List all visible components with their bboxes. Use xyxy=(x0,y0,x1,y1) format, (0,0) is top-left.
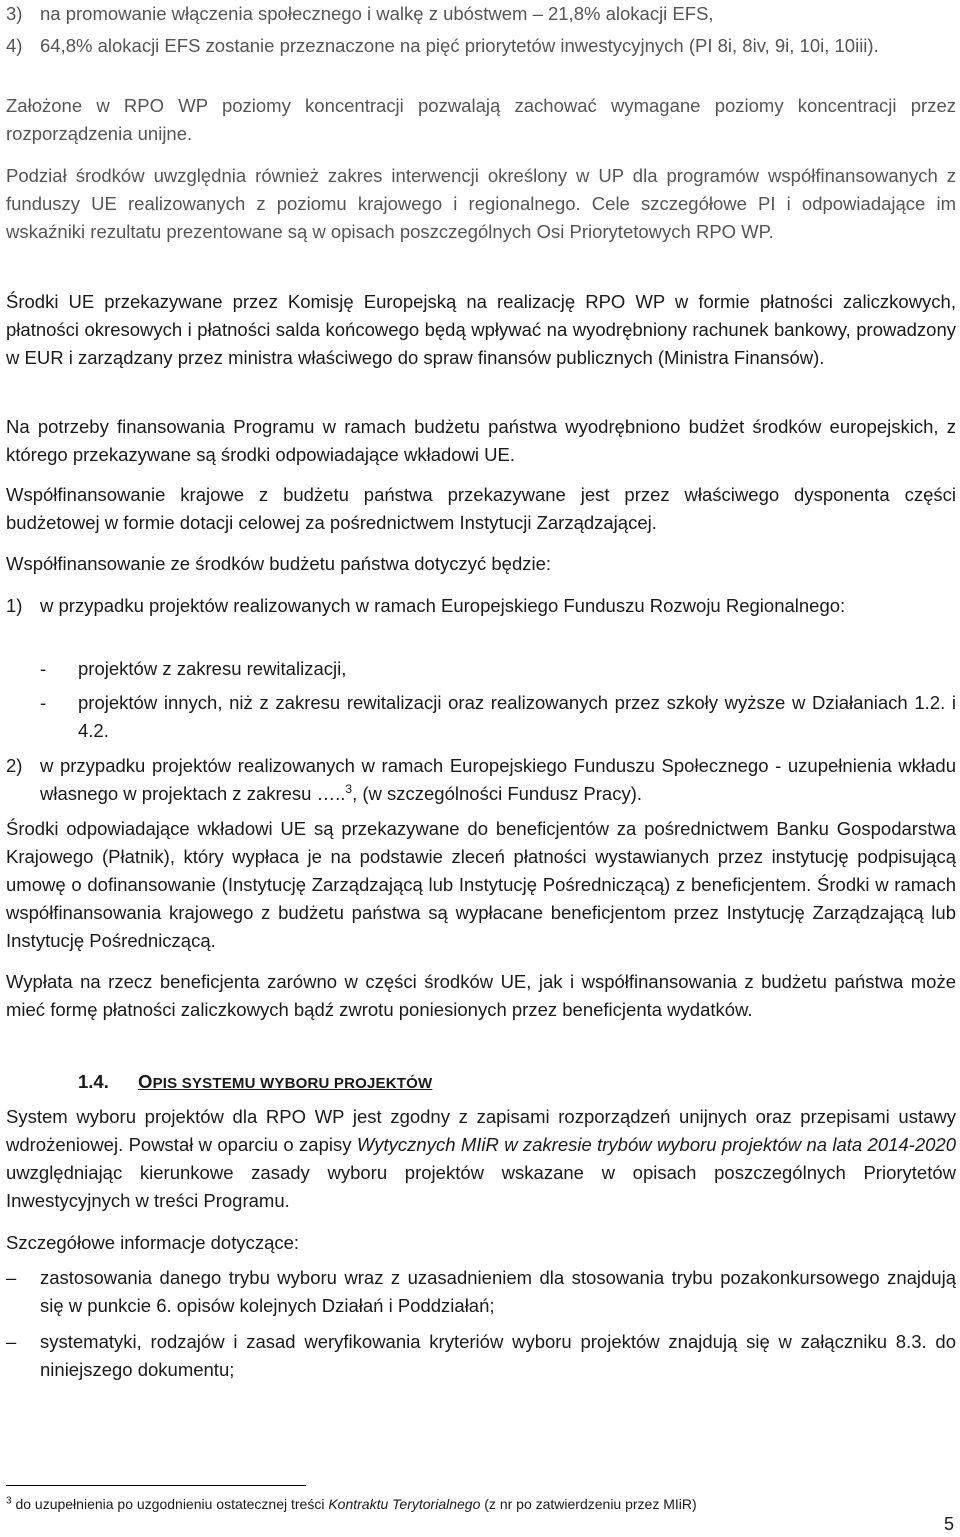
paragraph-cofinancing: Współfinansowanie krajowe z budżetu państwa przekazywane jest przez właściwego dysponenta części budżetowej w formie dotacji celowej za pośrednictwem Instytucji Zarządzającej. xyxy=(6,484,956,533)
footnote-number: 3 xyxy=(6,1495,12,1507)
list-number: 2) xyxy=(6,755,23,776)
footnote-reference[interactable]: 3 xyxy=(345,781,353,796)
dash-marker: - xyxy=(40,692,47,713)
paragraph-cofinancing-intro: Współfinansowanie ze środków budżetu państwa dotyczyć będzie: xyxy=(6,553,552,574)
cofinancing-item-2 xyxy=(6,752,956,808)
list-text: zastosowania danego trybu wyboru wraz z uzasadnieniem dla stosowania trybu pozakonkursowego znajdują się w punkcie 6. opisów kolejnych Działań i Poddziałań; xyxy=(40,1267,956,1316)
list-text: projektów z zakresu rewitalizacji, xyxy=(78,658,347,679)
paragraph-payments: Środki odpowiadające wkładowi UE są przekazywane do beneficjentów za pośrednictwem Banku Gospodarstwa Krajowego (Płatnik), który wypłaca je na podstawie zleceń płatności wystawianych przez instytucję podpisującą umowę o dofinansowanie (Instytucję Zarządzającą lub Instytucję Pośredniczącą) z beneficjentem. Środki w ramach współfinansowania krajowego z budżetu państwa są wypłacane beneficjentom przez Instytucję Zarządzającą lub Instytucję Pośredniczącą. xyxy=(6,818,956,951)
contract-title: Kontraktu Terytorialnego xyxy=(328,1496,481,1512)
list-number: 3) xyxy=(6,3,23,24)
details-bullet-2 xyxy=(6,1328,956,1384)
list-text-part: w przypadku projektów realizowanych w ramach Europejskiego Funduszu Społecznego - uzupełnienia wkładu własnego w projektach z zakresu ….. xyxy=(40,755,956,804)
cofinancing-subitem-2 xyxy=(6,689,956,745)
section-number: 1.4. xyxy=(78,1071,109,1092)
list-text-part: , (w szczególności Fundusz Pracy). xyxy=(352,783,643,804)
list-text xyxy=(40,752,956,808)
paragraph-payment-form: Wypłata na rzecz beneficjenta zarówno w części środków UE, jak i współfinansowania z budżetu państwa może mieć formę płatności zaliczkowych bądź zwrotu poniesionych przez beneficjenta wydatków. xyxy=(6,971,956,1020)
footnote: $^3$ do uzupełnienia po uzgodnieniu ostatecznej treści Kontraktu Terytorialnego (z nr po zatwierdzeniu przez MIiR) xyxy=(6,1495,697,1512)
list-text: na promowanie włączenia społecznego i walkę z ubóstwem – 21,8% alokacji EFS, xyxy=(40,3,714,24)
dash-marker: - xyxy=(40,658,47,679)
paragraph-details-intro: Szczegółowe informacje dotyczące: xyxy=(6,1232,300,1253)
list-text: w przypadku projektów realizowanych w ramach Europejskiego Funduszu Rozwoju Regionalnego: xyxy=(40,595,846,616)
guidelines-title: Wytycznych MIiR w zakresie trybów wyboru projektów na lata 2014-2020 xyxy=(356,1134,956,1155)
dash-marker: – xyxy=(6,1331,17,1352)
list-text: 64,8% alokacji EFS zostanie przeznaczone na pięć priorytetów inwestycyjnych (PI 8i, 8iv, 9i, 10i, 10iii). xyxy=(40,35,879,56)
paragraph-selection-system: System wyboru projektów dla RPO WP jest zgodny z zapisami rozporządzeń unijnych oraz przepisami ustawy wdrożeniowej. Powstał w oparciu o zapisy Wytycznych MIiR w zakresie trybów wyboru projektów na lata 2014-2020 uwzględniając kierunkowe zasady wyboru projektów wskazane w opisach poszczególnych Priorytetów Inwestycyjnych w treści Programu. xyxy=(6,1106,956,1211)
paragraph-budget: Na potrzeby finansowania Programu w ramach budżetu państwa wyodrębniono budżet środków europejskich, z którego przekazywane są środki odpowiadające wkładowi UE. xyxy=(6,416,956,465)
section-heading xyxy=(78,1068,432,1098)
page-number: 5 xyxy=(943,1514,954,1534)
list-number: 4) xyxy=(6,35,23,56)
list-text: systematyki, rodzajów i zasad weryfikowania kryteriów wyboru projektów znajdują się w załączniku 8.3. do niniejszego dokumentu; xyxy=(40,1331,956,1380)
section-title: OPIS SYSTEMU WYBORU PROJEKTÓW xyxy=(138,1071,433,1092)
footnote-separator xyxy=(6,1485,306,1486)
paragraph-eu-funds: Środki UE przekazywane przez Komisję Europejską na realizację RPO WP w formie płatności zaliczkowych, płatności okresowych i płatności salda końcowego będą wpływać na wyodrębniony rachunek bankowy, prowadzony w EUR i zarządzany przez ministra właściwego do spraw finansów publicznych (Ministra Finansów). xyxy=(6,291,956,368)
dash-marker: – xyxy=(6,1267,17,1288)
paragraph-concentration: Założone w RPO WP poziomy koncentracji pozwalają zachować wymagane poziomy koncentracji przez rozporządzenia unijne. xyxy=(6,95,956,144)
paragraph-allocation: Podział środków uwzględnia również zakres interwencji określony w UP dla programów współfinansowanych z funduszy UE realizowanych z poziomu krajowego i regionalnego. Cele szczegółowe PI i odpowiadające im wskaźniki rezultatu prezentowane są w opisach poszczególnych Osi Priorytetowych RPO WP. xyxy=(6,165,956,242)
details-bullet-1 xyxy=(6,1264,956,1320)
list-number: 1) xyxy=(6,595,23,616)
cofinancing-item-1 xyxy=(6,592,956,648)
list-text: projektów innych, niż z zakresu rewitalizacji oraz realizowanych przez szkoły wyższe w Działaniach 1.2. i 4.2. xyxy=(78,692,956,741)
